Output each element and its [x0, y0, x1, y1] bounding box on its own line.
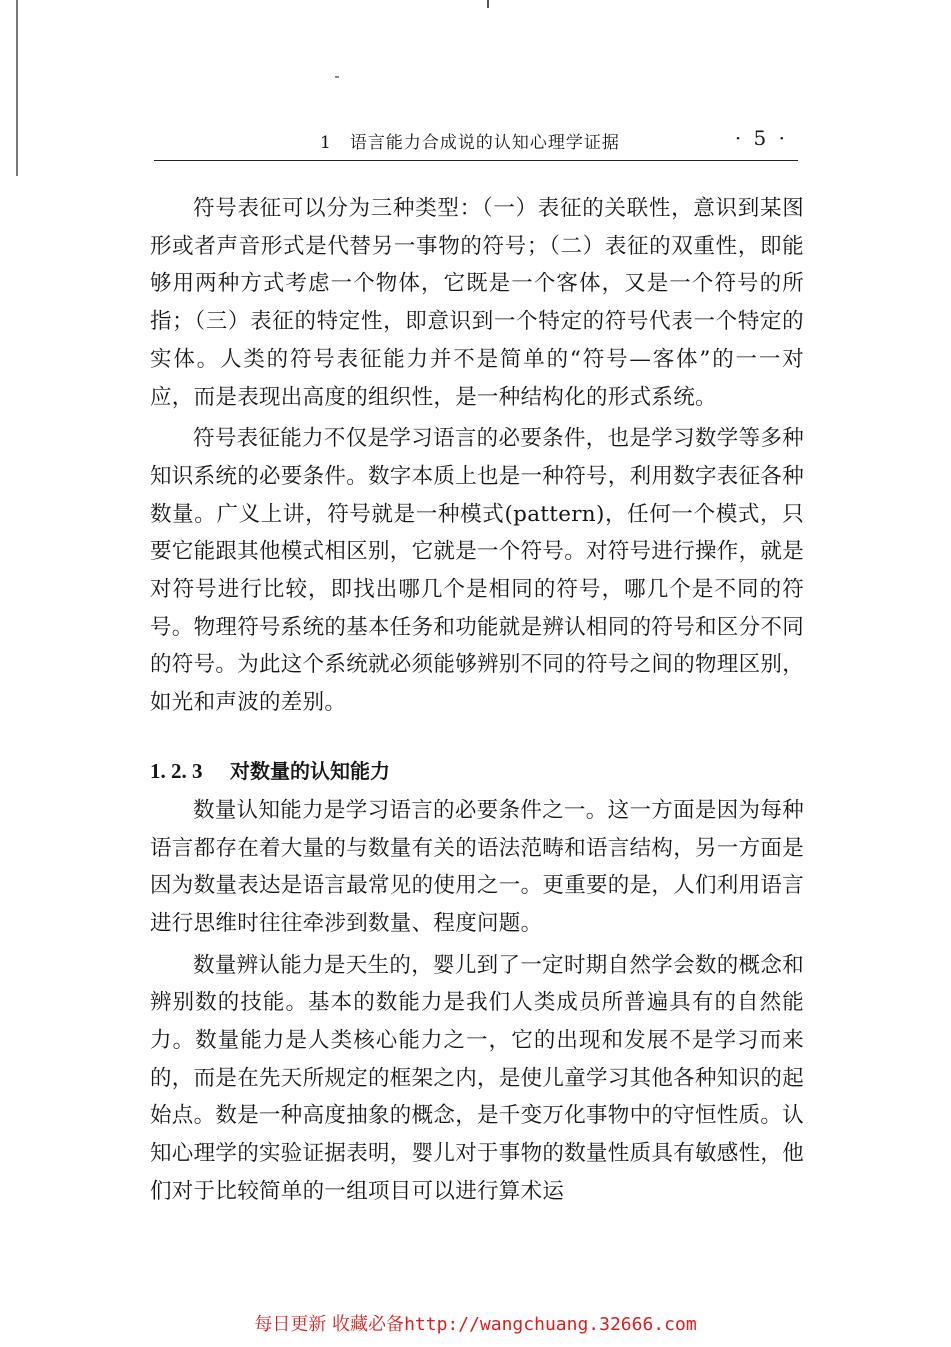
section-title: 对数量的认知能力 — [230, 758, 390, 783]
paragraph: 符号表征可以分为三种类型：（一）表征的关联性，意识到某图形或者声音形式是代替另一事物的符号；（二）表征的双重性，即能够用两种方式考虑一个物体，它既是一个客体，又是一个符号的所指；（三）表征的特定性，即意识到一个特定的符号代表一个特定的实体。人类的符号表征能力并不是简单的“符号—客体”的一一对应，而是表现出高度的组织性，是一种结构化的形式系统。 — [150, 196, 804, 410]
watermark-text: 每日更新 收藏必备 — [254, 1314, 405, 1335]
paragraph: 数量认知能力是学习语言的必要条件之一。这一方面是因为每种语言都存在着大量的与数量有关的语法范畴和语言结构，另一方面是因为数量表达是语言最常见的使用之一。更重要的是，人们利用语言进行思维时往往牵涉到数量、程度问题。 — [150, 797, 805, 936]
scan-edge-line — [16, 0, 18, 176]
scan-speck — [335, 76, 339, 78]
scan-mark — [487, 0, 489, 8]
page-number: · 5 · — [734, 126, 788, 150]
watermark-url[interactable]: http://wangchuang.32666.com — [404, 1314, 697, 1335]
body-text — [150, 190, 804, 1211]
section-number: 1. 2. 3 — [150, 758, 203, 783]
paragraph: 符号表征能力不仅是学习语言的必要条件，也是学习数学等多种知识系统的必要条件。数字本质上也是一种符号，利用数字表征各种数量。广义上讲，符号就是一种模式(pattern)，任何一个模式，只要它能跟其他模式相区别，它就是一个符号。对符号进行操作，就是对符号进行比较，即找出哪几个是相同的符号，哪几个是不同的符号。物理符号系统的基本任务和功能就是辨认相同的符号和区分不同的符号。为此这个系统就必须能够辨别不同的符号之间的物理区别，如光和声波的差别。 — [150, 426, 805, 716]
running-head-chapter: 1 语言能力合成说的认知心理学证据 — [320, 133, 620, 153]
watermark — [0, 1310, 951, 1336]
paragraph: 数量辨认能力是天生的，婴儿到了一定时期自然学会数的概念和辨别数的技能。基本的数能力是我们人类成员所普遍具有的自然能力。数量能力是人类核心能力之一，它的出现和发展不是学习而来的，而是在先天所规定的框架之内，是使儿童学习其他各种知识的起始点。数是一种高度抽象的概念，是千变万化事物中的守恒性质。认知心理学的实验证据表明，婴儿对于事物的数量性质具有敏感性，他们对于比较简单的一组项目可以进行算术运 — [150, 952, 805, 1204]
running-head — [154, 126, 798, 161]
section-heading — [150, 752, 804, 790]
